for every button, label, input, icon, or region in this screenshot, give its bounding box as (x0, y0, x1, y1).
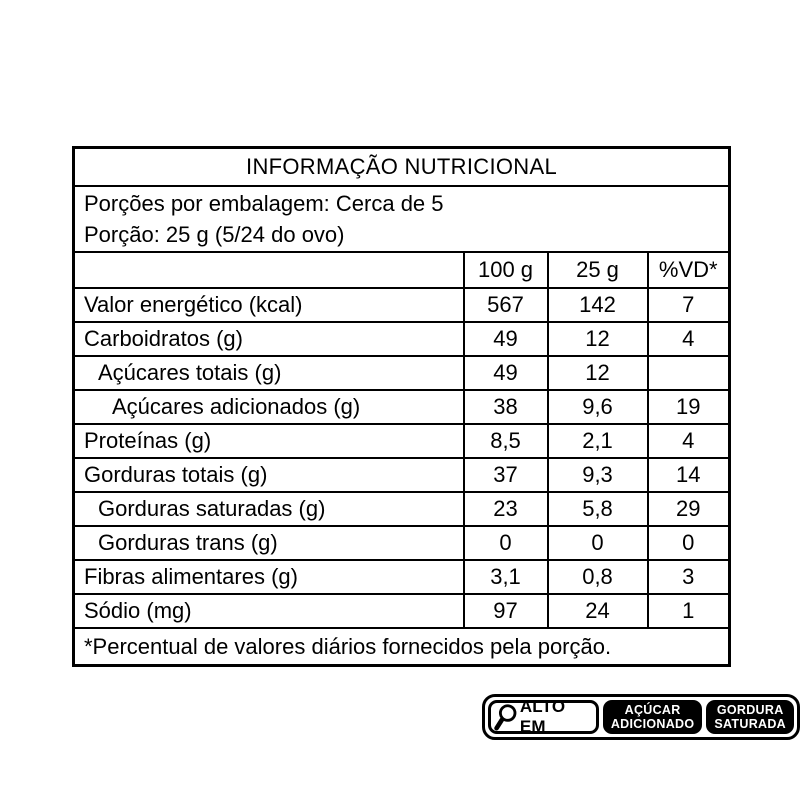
value-100g: 23 (464, 492, 548, 526)
value-percent-dv: 7 (648, 288, 730, 322)
nutrient-row (74, 458, 730, 492)
badge-line1: GORDURA (716, 703, 784, 717)
nutrient-label: Carboidratos (g) (74, 322, 464, 356)
nutrient-row (74, 594, 730, 628)
value-percent-dv: 4 (648, 424, 730, 458)
nutrient-label: Gorduras totais (g) (74, 458, 464, 492)
badge-line1: AÇÚCAR (624, 703, 681, 717)
value-25g: 24 (548, 594, 648, 628)
value-25g: 9,6 (548, 390, 648, 424)
value-percent-dv: 1 (648, 594, 730, 628)
nutrient-row (74, 390, 730, 424)
value-100g: 38 (464, 390, 548, 424)
nutrition-table (72, 146, 731, 667)
nutrient-row (74, 492, 730, 526)
badge-line2: ADICIONADO (610, 717, 695, 731)
daily-value-footnote: *Percentual de valores diários fornecidos pela porção. (74, 628, 730, 666)
nutrition-title: INFORMAÇÃO NUTRICIONAL (74, 148, 730, 187)
high-in-warning-seal (482, 694, 800, 740)
table-footer (74, 628, 730, 666)
value-percent-dv: 3 (648, 560, 730, 594)
nutrient-label: Gorduras saturadas (g) (74, 492, 464, 526)
nutrient-label: Açúcares adicionados (g) (74, 390, 464, 424)
nutrient-row (74, 322, 730, 356)
value-25g: 5,8 (548, 492, 648, 526)
alto-em-badge (488, 697, 599, 736)
value-percent-dv (648, 356, 730, 390)
nutrient-row (74, 356, 730, 390)
column-header-100g: 100 g (464, 252, 548, 288)
value-percent-dv: 4 (648, 322, 730, 356)
magnifier-icon (493, 701, 519, 734)
high-in-nutrient-badge (706, 700, 794, 734)
badge-line2: SATURADA (714, 717, 786, 731)
value-100g: 567 (464, 288, 548, 322)
serving-info (74, 186, 730, 252)
value-25g: 0 (548, 526, 648, 560)
high-in-nutrient-badge (603, 700, 703, 734)
nutrient-row (74, 560, 730, 594)
footnote-row (74, 628, 730, 666)
nutrient-row (74, 424, 730, 458)
column-header-25g: 25 g (548, 252, 648, 288)
title-row (74, 148, 730, 187)
nutrient-label: Fibras alimentares (g) (74, 560, 464, 594)
value-percent-dv: 0 (648, 526, 730, 560)
serving-row (74, 186, 730, 252)
nutrient-label: Sódio (mg) (74, 594, 464, 628)
value-25g: 9,3 (548, 458, 648, 492)
alto-em-label: ALTO EM (519, 697, 566, 736)
value-100g: 8,5 (464, 424, 548, 458)
value-25g: 12 (548, 356, 648, 390)
column-header-percent-dv: %VD* (648, 252, 730, 288)
column-header-empty (74, 252, 464, 288)
value-100g: 97 (464, 594, 548, 628)
nutrient-label: Açúcares totais (g) (74, 356, 464, 390)
value-25g: 2,1 (548, 424, 648, 458)
value-100g: 37 (464, 458, 548, 492)
nutrient-label: Gorduras trans (g) (74, 526, 464, 560)
value-25g: 12 (548, 322, 648, 356)
serving-size: Porção: 25 g (5/24 do ovo) (84, 222, 345, 247)
value-percent-dv: 14 (648, 458, 730, 492)
value-25g: 0,8 (548, 560, 648, 594)
nutrient-row (74, 288, 730, 322)
nutrient-row (74, 526, 730, 560)
value-100g: 49 (464, 322, 548, 356)
nutrient-label: Proteínas (g) (74, 424, 464, 458)
value-25g: 142 (548, 288, 648, 322)
value-100g: 49 (464, 356, 548, 390)
value-percent-dv: 29 (648, 492, 730, 526)
servings-per-package: Porções por embalagem: Cerca de 5 (84, 191, 444, 216)
value-100g: 0 (464, 526, 548, 560)
value-100g: 3,1 (464, 560, 548, 594)
column-header-row (74, 252, 730, 288)
value-percent-dv: 19 (648, 390, 730, 424)
nutrient-label: Valor energético (kcal) (74, 288, 464, 322)
